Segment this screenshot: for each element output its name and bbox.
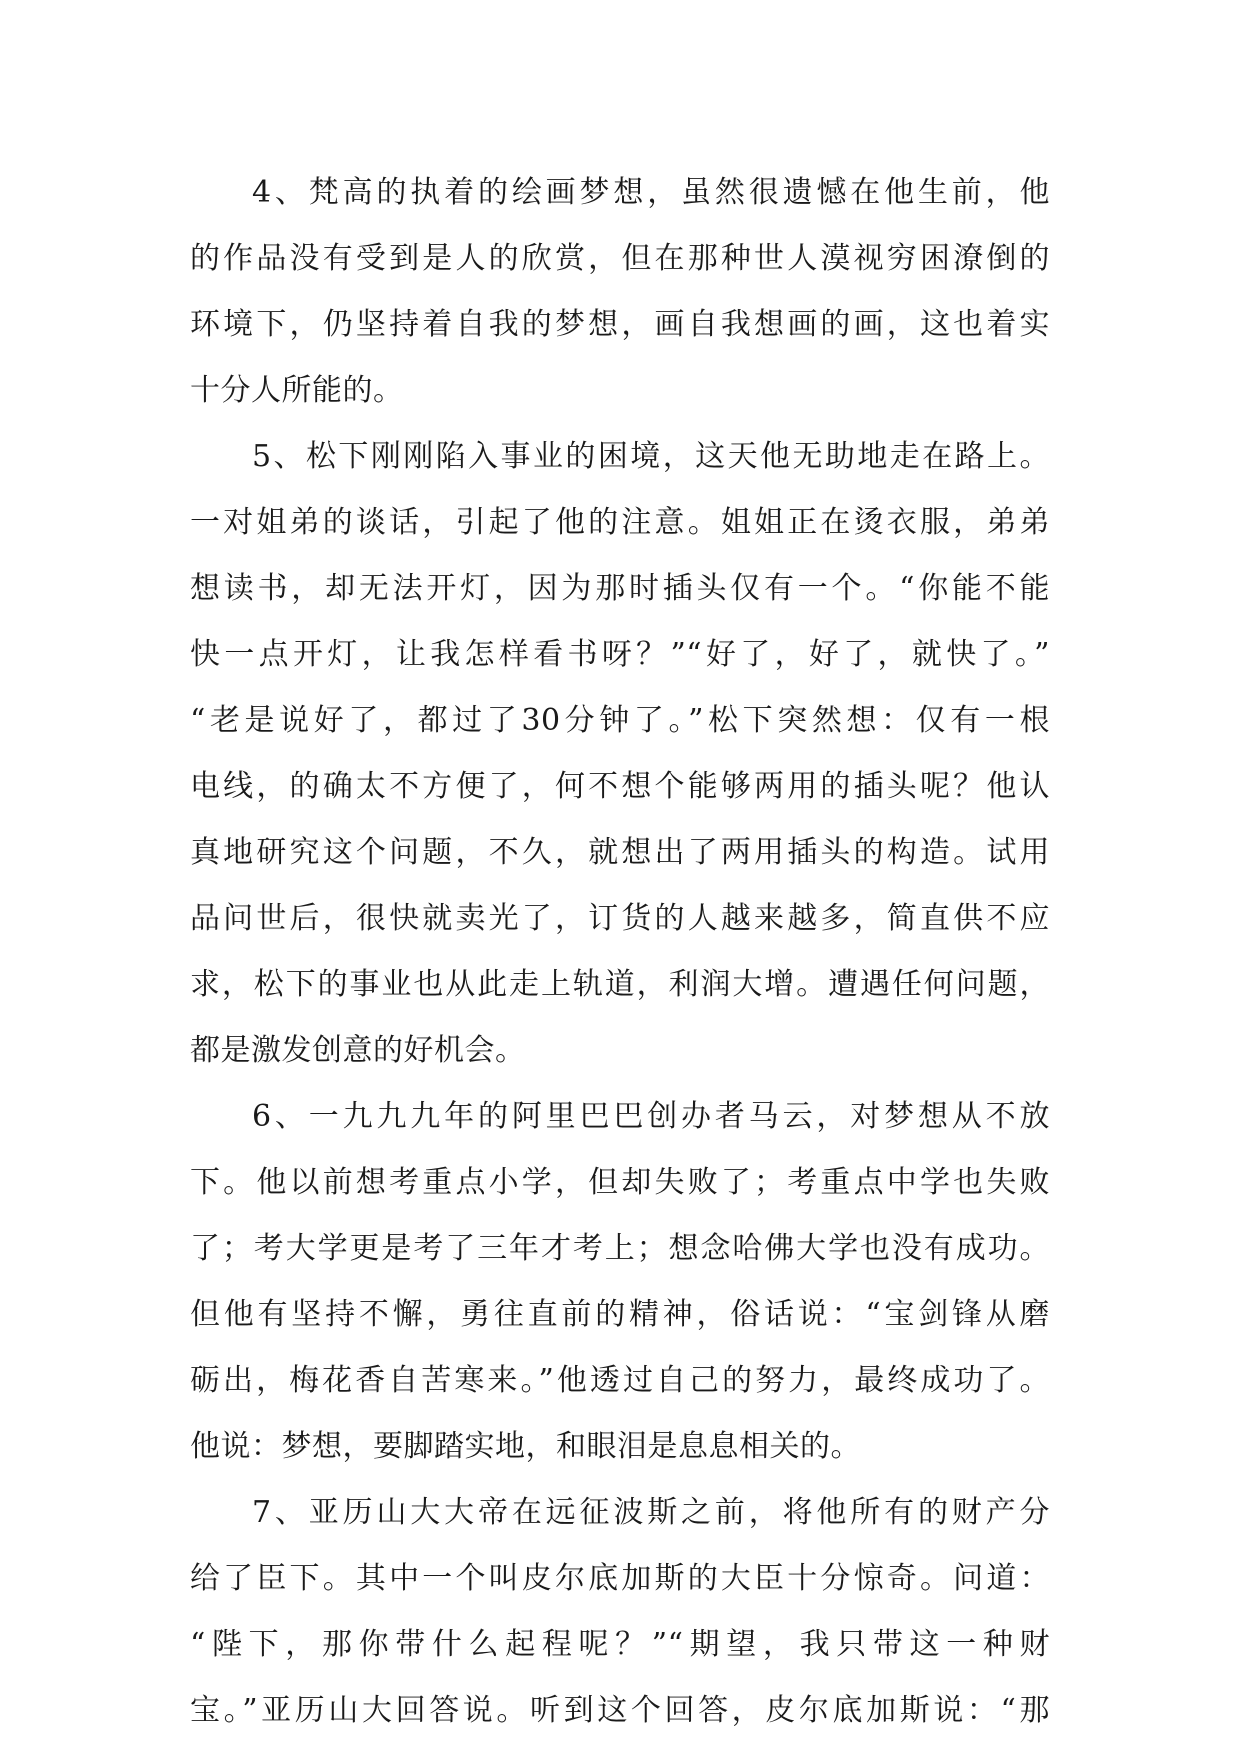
text-line: 求，松下的事业也从此走上轨道，利润大增。遭遇任何问题， [190, 967, 1050, 1002]
text-line: 真地研究这个问题，不久，就想出了两用插头的构造。试用 [190, 835, 1050, 870]
text-line: 下。他以前想考重点小学，但却失败了；考重点中学也失败 [190, 1165, 1050, 1200]
text-line: 宝。”亚历山大回答说。听到这个回答，皮尔底加斯说：“那 [190, 1693, 1050, 1728]
text-line: 快一点开灯，让我怎样看书呀？”“好了，好了，就快了。” [190, 637, 1050, 672]
paragraph-5 [190, 424, 1050, 1084]
text-line: 都是激发创意的好机会。 [190, 1033, 526, 1068]
text-line: 砺出，梅花香自苦寒来。”他透过自己的努力，最终成功了。 [190, 1363, 1050, 1398]
text-line: 给了臣下。其中一个叫皮尔底加斯的大臣十分惊奇。问道： [190, 1561, 1050, 1596]
text-line: 4、梵高的执着的绘画梦想，虽然很遗憾在他生前，他 [252, 175, 1050, 210]
text-line: “陛下，那你带什么起程呢？”“期望，我只带这一种财 [190, 1627, 1050, 1662]
paragraph-6 [190, 1084, 1050, 1480]
text-line: 了；考大学更是考了三年才考上；想念哈佛大学也没有成功。 [190, 1231, 1050, 1266]
text-line: 环境下，仍坚持着自我的梦想，画自我想画的画，这也着实 [190, 307, 1050, 342]
text-line: 想读书，却无法开灯，因为那时插头仅有一个。“你能不能 [190, 571, 1050, 606]
text-line: “老是说好了，都过了30分钟了。”松下突然想：仅有一根 [190, 703, 1050, 738]
text-line: 他说：梦想，要脚踏实地，和眼泪是息息相关的。 [190, 1429, 861, 1464]
paragraph-7 [190, 1480, 1050, 1744]
text-line: 一对姐弟的谈话，引起了他的注意。姐姐正在烫衣服，弟弟 [190, 505, 1050, 540]
text-line: 品问世后，很快就卖光了，订货的人越来越多，简直供不应 [190, 901, 1050, 936]
text-line: 十分人所能的。 [190, 373, 404, 408]
paragraph-4 [190, 160, 1050, 424]
text-line: 但他有坚持不懈，勇往直前的精神，俗话说：“宝剑锋从磨 [190, 1297, 1050, 1332]
text-line: 的作品没有受到是人的欣赏，但在那种世人漠视穷困潦倒的 [190, 241, 1050, 276]
text-line: 6、一九九九年的阿里巴巴创办者马云，对梦想从不放 [252, 1099, 1050, 1134]
text-line: 电线，的确太不方便了，何不想个能够两用的插头呢？他认 [190, 769, 1050, 804]
text-line: 5、松下刚刚陷入事业的困境，这天他无助地走在路上。 [252, 439, 1050, 474]
document-page [190, 160, 1050, 1744]
text-line: 7、亚历山大大帝在远征波斯之前，将他所有的财产分 [252, 1495, 1050, 1530]
